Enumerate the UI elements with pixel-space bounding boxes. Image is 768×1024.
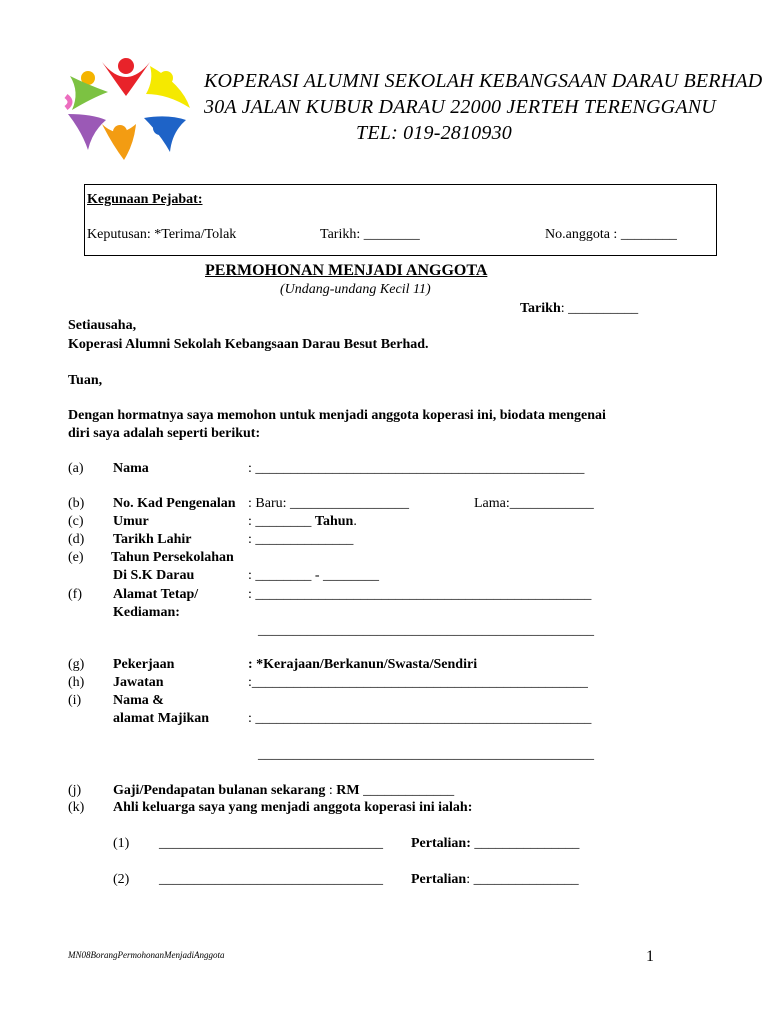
- field-a-code: (a): [68, 461, 84, 476]
- footer-doc-code: MN08BorangPermohonanMenjadiAnggota: [68, 950, 225, 960]
- field-j-colon: :: [325, 783, 337, 798]
- office-date: Tarikh: ________: [320, 227, 420, 242]
- family-2-num: (2): [113, 872, 130, 887]
- field-b-input[interactable]: : Baru: _________________: [248, 496, 409, 511]
- field-c-input[interactable]: [248, 514, 357, 530]
- family-2-relation-label: Pertalian: [411, 872, 467, 887]
- form-date-label: Tarikh: [520, 301, 561, 316]
- form-date-line: : __________: [560, 301, 639, 316]
- family-1-relation-line: _______________: [470, 836, 580, 851]
- family-2-name-input[interactable]: ________________________________: [159, 872, 383, 887]
- field-i-label-2: alamat Majikan: [113, 711, 210, 726]
- coop-phone: TEL: 019-2810930: [356, 122, 512, 144]
- field-k-code: (k): [68, 800, 85, 815]
- body-line-1: Dengan hormatnya saya memohon untuk menjadi anggota koperasi ini, biodata mengenai: [68, 408, 606, 423]
- recipient-title: Setiausaha,: [68, 318, 137, 333]
- field-e-code: (e): [68, 550, 84, 565]
- field-h-label: Jawatan: [113, 675, 164, 690]
- field-b-old-input[interactable]: Lama:____________: [474, 496, 594, 511]
- family-2-relation[interactable]: [411, 872, 579, 888]
- family-1-name-input[interactable]: ________________________________: [159, 836, 383, 851]
- field-j-code: (j): [68, 783, 82, 798]
- field-g-label: Pekerjaan: [113, 657, 175, 672]
- field-f-label-2: Kediaman:: [113, 605, 180, 620]
- logo-figure-gold: [70, 71, 108, 110]
- field-e-label-2: Di S.K Darau: [113, 568, 195, 583]
- field-i-code: (i): [68, 693, 82, 708]
- logo-figure-red: [102, 58, 150, 96]
- field-i-input-line-2[interactable]: ________________________________________________: [258, 747, 594, 762]
- cooperative-logo: [62, 48, 194, 168]
- field-b-label: No. Kad Pengenalan: [113, 496, 236, 511]
- field-c-label: Umur: [113, 514, 149, 529]
- field-a-input[interactable]: : _______________________________________________: [248, 461, 585, 476]
- page-number: 1: [646, 948, 654, 965]
- recipient-org: Koperasi Alumni Sekolah Kebangsaan Darau Besut Berhad.: [68, 337, 429, 352]
- field-i-input[interactable]: : ________________________________________________: [248, 711, 592, 726]
- field-a-label: Nama: [113, 461, 149, 476]
- field-k-label: Ahli keluarga saya yang menjadi anggota koperasi ini ialah:: [113, 800, 473, 815]
- logo-figure-orange: [102, 124, 136, 160]
- coop-address: 30A JALAN KUBUR DARAU 22000 JERTEH TERENGGANU: [204, 96, 716, 118]
- field-h-code: (h): [68, 675, 85, 690]
- field-g-options[interactable]: : *Kerajaan/Berkanun/Swasta/Sendiri: [248, 657, 478, 672]
- coop-name: KOPERASI ALUMNI SEKOLAH KEBANGSAAN DARAU BERHAD: [204, 70, 763, 92]
- salutation: Tuan,: [68, 373, 103, 388]
- family-1-num: (1): [113, 836, 130, 851]
- field-c-unit: Tahun: [314, 514, 354, 529]
- field-f-input-line-2[interactable]: ________________________________________________: [258, 623, 594, 638]
- field-j-line: _____________: [359, 783, 455, 798]
- field-h-input[interactable]: :________________________________________________: [248, 675, 588, 690]
- field-e-label: Tahun Persekolahan: [111, 550, 234, 565]
- field-i-label: Nama &: [113, 693, 164, 708]
- family-1-relation-label: Pertalian:: [411, 836, 471, 851]
- logo-figure-purple: [68, 114, 106, 150]
- logo-figure-yellow: [146, 66, 190, 108]
- family-2-relation-line: : _______________: [466, 872, 579, 887]
- field-c-line: : ________: [248, 514, 315, 529]
- form-title: PERMOHONAN MENJADI ANGGOTA: [205, 262, 488, 279]
- field-f-label: Alamat Tetap/: [113, 587, 199, 602]
- field-c-code: (c): [68, 514, 84, 529]
- form-date: [520, 301, 638, 317]
- body-line-2: diri saya adalah seperti berikut:: [68, 426, 261, 441]
- field-d-input[interactable]: : ______________: [248, 532, 354, 547]
- office-decision: Keputusan: *Terima/Tolak: [87, 227, 237, 242]
- form-subtitle: (Undang-undang Kecil 11): [280, 282, 431, 297]
- field-j-row[interactable]: [113, 783, 454, 799]
- office-member-no: No.anggota : ________: [545, 227, 677, 242]
- field-f-code: (f): [68, 587, 82, 602]
- field-g-code: (g): [68, 657, 85, 672]
- field-c-dot: .: [353, 514, 357, 529]
- field-d-label: Tarikh Lahir: [113, 532, 192, 547]
- field-j-label: Gaji/Pendapatan bulanan sekarang: [113, 783, 326, 798]
- field-j-currency: RM: [336, 783, 360, 798]
- family-1-relation[interactable]: [411, 836, 579, 852]
- field-d-code: (d): [68, 532, 85, 547]
- field-b-code: (b): [68, 496, 85, 511]
- field-e-input[interactable]: : ________ - ________: [248, 568, 380, 583]
- field-f-input[interactable]: : ________________________________________________: [248, 587, 592, 602]
- logo-figure-blue: [144, 116, 186, 152]
- office-use-title: Kegunaan Pejabat:: [87, 192, 203, 207]
